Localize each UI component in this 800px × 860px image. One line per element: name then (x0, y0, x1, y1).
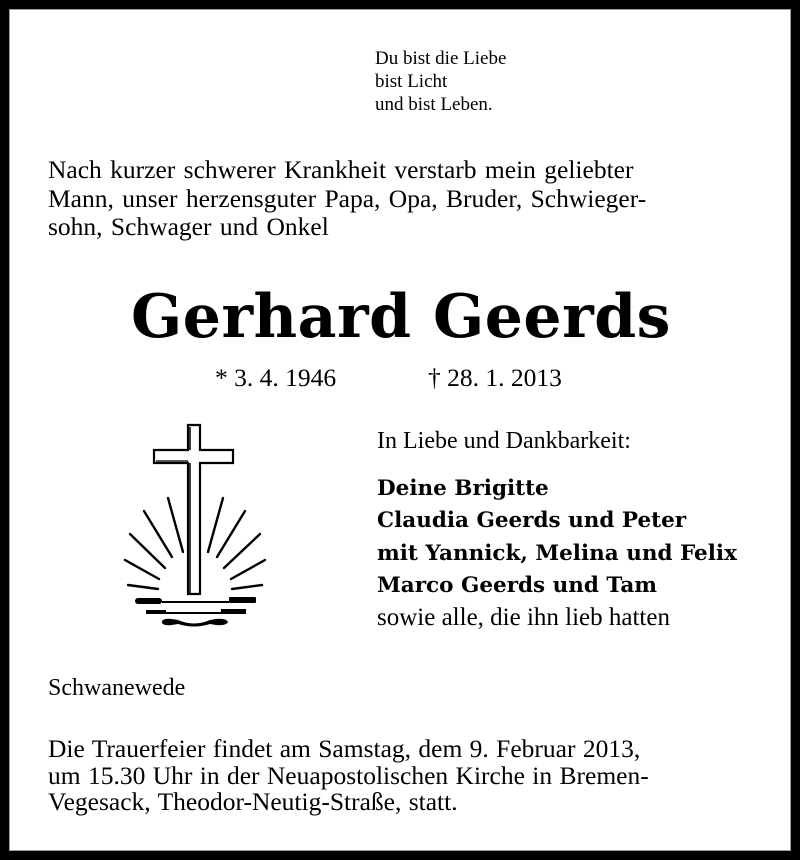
mourner-name: Deine Brigitte (377, 476, 549, 501)
birth-date: * 3. 4. 1946 (215, 363, 337, 392)
mourners-closing: sowie alle, die ihn lieb hatten (377, 604, 670, 632)
death-date: † 28. 1. 2013 (428, 363, 562, 392)
intro-line: sohn, Schwager und Onkel (48, 212, 329, 241)
cross-sunrise-icon (110, 415, 280, 640)
funeral-service-info (48, 736, 649, 816)
intro-line: Mann, unser herzensguter Papa, Opa, Bruder, Schwieger- (48, 183, 647, 213)
mourner-name: mit Yannick, Melina und Felix (377, 540, 737, 566)
obituary-notice (9, 9, 791, 851)
intro-paragraph (48, 156, 646, 242)
motto-verse (375, 47, 506, 116)
service-line: Vegesack, Theodor-Neutig-Straße, statt. (48, 787, 458, 817)
mourner-name: Marco Geerds und Tam (377, 572, 658, 598)
service-line: um 15.30 Uhr in der Neuapostolischen Kirche in Bremen- (48, 760, 649, 790)
intro-line: Nach kurzer schwerer Krankheit verstarb mein geliebter (48, 155, 634, 184)
mourner-name: Claudia Geerds und Peter (377, 508, 687, 534)
motto-line: Du bist die Liebe (375, 48, 507, 69)
motto-line: bist Licht (375, 71, 448, 92)
place-name: Schwanewede (48, 675, 186, 701)
mourners-heading: In Liebe und Dankbarkeit: (377, 428, 631, 454)
service-line: Die Trauerfeier findet am Samstag, dem 9. Februar 2013, (48, 734, 641, 763)
deceased-name: Gerhard Geerds (131, 282, 671, 352)
motto-line: und bist Leben. (375, 94, 493, 115)
mourners-list (377, 473, 737, 634)
